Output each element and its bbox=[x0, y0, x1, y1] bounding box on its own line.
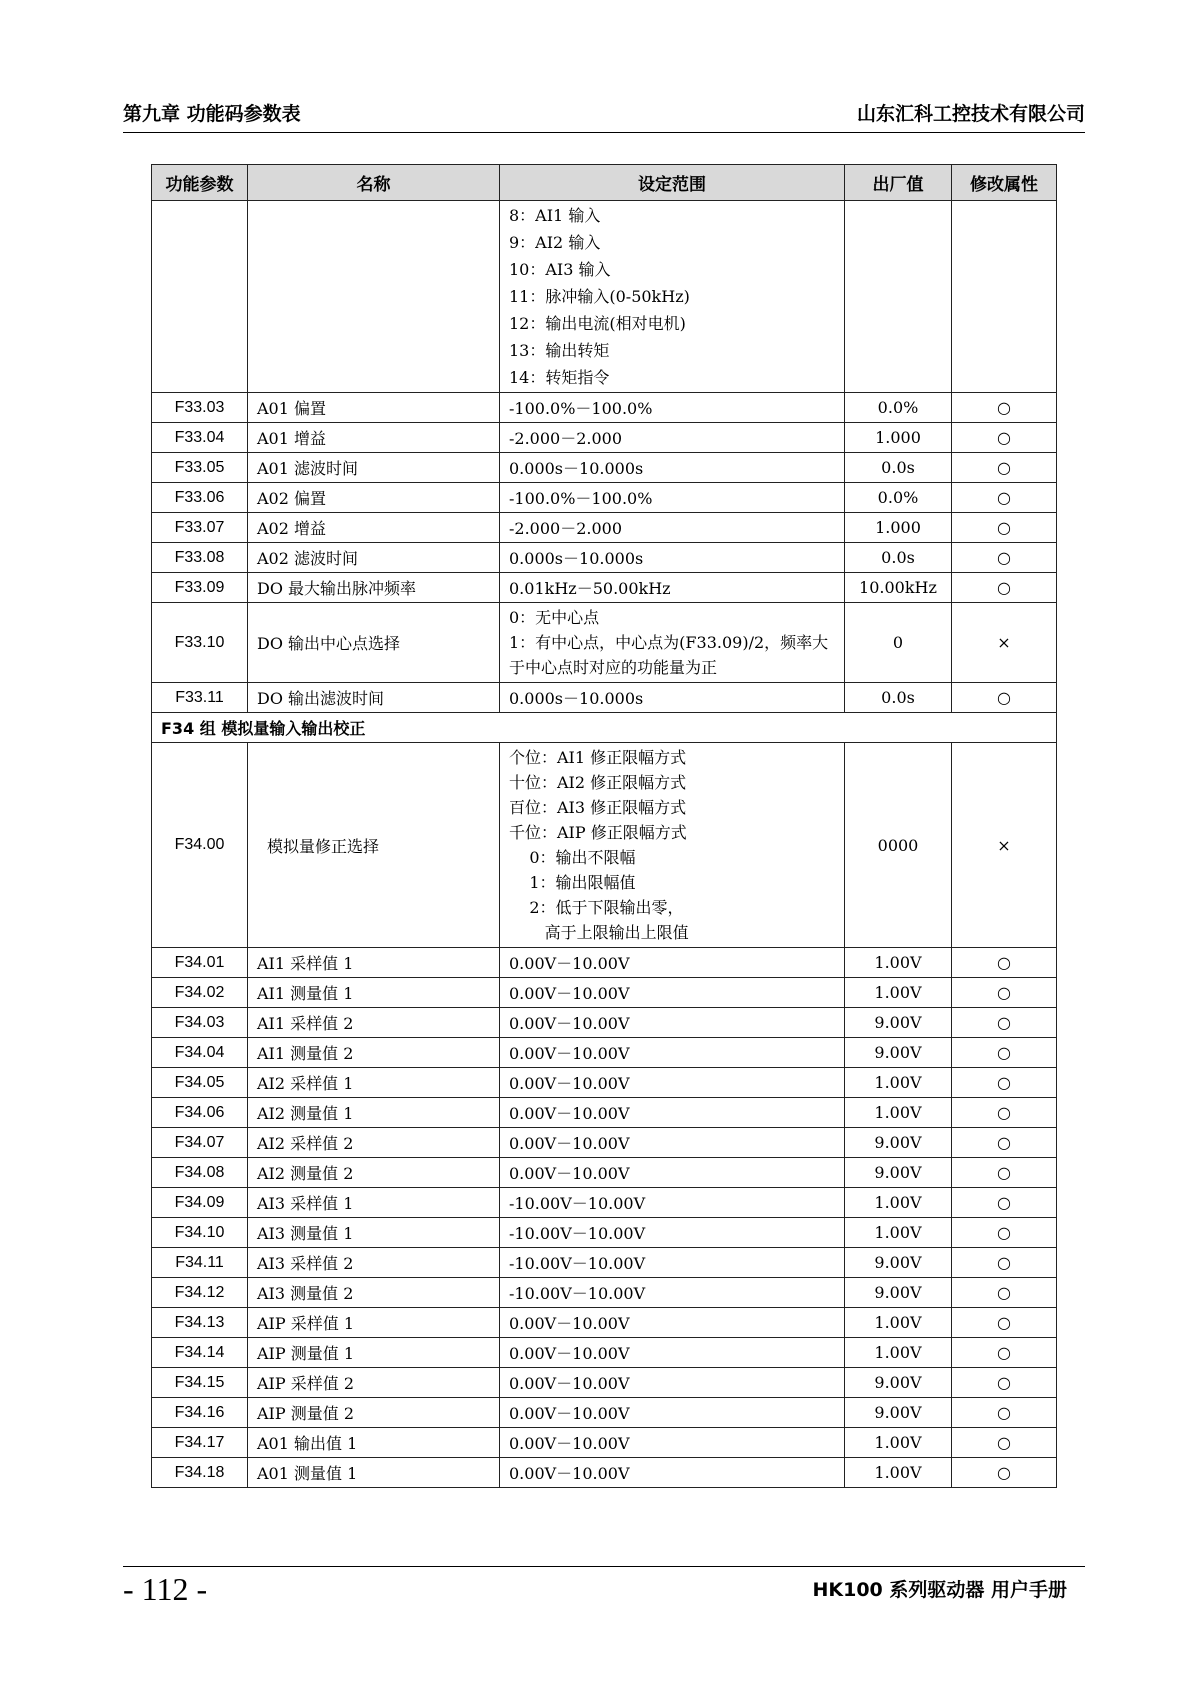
cell-default: 0.0s bbox=[845, 543, 952, 573]
cell-range: 0.00V－10.00V bbox=[500, 1428, 845, 1458]
cell-default: 9.00V bbox=[845, 1128, 952, 1158]
cell-attr: ○ bbox=[952, 573, 1057, 603]
cell-code: F34.06 bbox=[152, 1098, 248, 1128]
table-row bbox=[152, 1398, 1057, 1428]
range-line: 百位：AI3 修正限幅方式 bbox=[509, 798, 687, 817]
table-row bbox=[152, 1368, 1057, 1398]
cell-attr: ○ bbox=[952, 423, 1057, 453]
cell-attr: × bbox=[952, 603, 1057, 683]
cell-code: F33.11 bbox=[152, 683, 248, 713]
cell-code: F34.09 bbox=[152, 1188, 248, 1218]
cell-default: 1.00V bbox=[845, 1428, 952, 1458]
cell-name: A01 测量值 1 bbox=[248, 1458, 500, 1488]
cell-code: F34.15 bbox=[152, 1368, 248, 1398]
cell-name: A01 偏置 bbox=[248, 393, 500, 423]
cell-default bbox=[845, 201, 952, 393]
table-row bbox=[152, 1308, 1057, 1338]
cell-code: F33.03 bbox=[152, 393, 248, 423]
cell-range: 0.00V－10.00V bbox=[500, 1038, 845, 1068]
cell-code bbox=[152, 201, 248, 393]
table-row bbox=[152, 1068, 1057, 1098]
cell-attr: ○ bbox=[952, 1068, 1057, 1098]
cell-default: 1.00V bbox=[845, 1458, 952, 1488]
cell-name: 模拟量修正选择 bbox=[248, 743, 500, 948]
cell-name: A01 输出值 1 bbox=[248, 1428, 500, 1458]
cell-name: AI2 测量值 2 bbox=[248, 1158, 500, 1188]
cell-name: A02 增益 bbox=[248, 513, 500, 543]
range-line: 十位：AI2 修正限幅方式 bbox=[509, 773, 687, 792]
cell-range bbox=[500, 201, 845, 393]
range-line: 2：低于下限输出零， bbox=[509, 898, 684, 917]
cell-range: 0.00V－10.00V bbox=[500, 1368, 845, 1398]
table-row bbox=[152, 573, 1057, 603]
cell-attr: ○ bbox=[952, 948, 1057, 978]
table-row bbox=[152, 1098, 1057, 1128]
cell-name: DO 最大输出脉冲频率 bbox=[248, 573, 500, 603]
table-row bbox=[152, 1338, 1057, 1368]
cell-default: 0 bbox=[845, 603, 952, 683]
cell-default: 9.00V bbox=[845, 1038, 952, 1068]
cell-default: 9.00V bbox=[845, 1398, 952, 1428]
cell-code: F34.13 bbox=[152, 1308, 248, 1338]
cell-name: AIP 采样值 1 bbox=[248, 1308, 500, 1338]
cell-attr: ○ bbox=[952, 1398, 1057, 1428]
cell-default: 1.00V bbox=[845, 1098, 952, 1128]
table-row bbox=[152, 1128, 1057, 1158]
cell-name: AI3 采样值 1 bbox=[248, 1188, 500, 1218]
table-row bbox=[152, 1188, 1057, 1218]
table-row bbox=[152, 1038, 1057, 1068]
cell-default: 9.00V bbox=[845, 1278, 952, 1308]
cell-default: 0.0s bbox=[845, 683, 952, 713]
cell-name: A01 增益 bbox=[248, 423, 500, 453]
col-header-attr: 修改属性 bbox=[952, 165, 1057, 201]
table-row bbox=[152, 1158, 1057, 1188]
cell-range: 0.00V－10.00V bbox=[500, 1158, 845, 1188]
cell-range: 0.00V－10.00V bbox=[500, 1308, 845, 1338]
cell-attr: ○ bbox=[952, 1098, 1057, 1128]
cell-attr: ○ bbox=[952, 1158, 1057, 1188]
cell-name: AI3 测量值 2 bbox=[248, 1278, 500, 1308]
cell-attr: ○ bbox=[952, 483, 1057, 513]
range-line: 0：输出不限幅 bbox=[509, 848, 636, 867]
cell-range: -10.00V－10.00V bbox=[500, 1248, 845, 1278]
cell-code: F33.05 bbox=[152, 453, 248, 483]
cell-attr: ○ bbox=[952, 1038, 1057, 1068]
cell-code: F34.12 bbox=[152, 1278, 248, 1308]
range-line: 10：AI3 输入 bbox=[509, 260, 611, 279]
cell-code: F34.14 bbox=[152, 1338, 248, 1368]
cell-code: F33.08 bbox=[152, 543, 248, 573]
cell-code: F34.16 bbox=[152, 1398, 248, 1428]
cell-name: A02 偏置 bbox=[248, 483, 500, 513]
cell-default: 0000 bbox=[845, 743, 952, 948]
cell-code: F33.06 bbox=[152, 483, 248, 513]
cell-range: 0.000s－10.000s bbox=[500, 683, 845, 713]
col-header-range: 设定范围 bbox=[500, 165, 845, 201]
cell-default: 1.00V bbox=[845, 948, 952, 978]
cell-default: 1.00V bbox=[845, 978, 952, 1008]
cell-default: 10.00kHz bbox=[845, 573, 952, 603]
cell-range: 0.00V－10.00V bbox=[500, 1458, 845, 1488]
cell-default: 1.000 bbox=[845, 423, 952, 453]
cell-name: AI3 采样值 2 bbox=[248, 1248, 500, 1278]
range-line: 个位：AI1 修正限幅方式 bbox=[509, 748, 687, 767]
cell-code: F34.02 bbox=[152, 978, 248, 1008]
cell-name: AI1 采样值 1 bbox=[248, 948, 500, 978]
cell-name: DO 输出中心点选择 bbox=[248, 603, 500, 683]
cell-range: -10.00V－10.00V bbox=[500, 1188, 845, 1218]
table-row bbox=[152, 423, 1057, 453]
cell-default: 1.000 bbox=[845, 513, 952, 543]
table-row bbox=[152, 483, 1057, 513]
cell-name: A01 滤波时间 bbox=[248, 453, 500, 483]
cell-name: AI2 采样值 1 bbox=[248, 1068, 500, 1098]
cell-attr: ○ bbox=[952, 1248, 1057, 1278]
page-header bbox=[123, 96, 1085, 133]
cell-code: F34.10 bbox=[152, 1218, 248, 1248]
cell-default: 9.00V bbox=[845, 1248, 952, 1278]
range-line: 千位：AIP 修正限幅方式 bbox=[509, 823, 687, 842]
range-line: 12：输出电流(相对电机) bbox=[509, 314, 686, 333]
cell-code: F34.17 bbox=[152, 1428, 248, 1458]
cell-name: AI1 测量值 1 bbox=[248, 978, 500, 1008]
cell-default: 0.0% bbox=[845, 483, 952, 513]
cell-name: AIP 测量值 2 bbox=[248, 1398, 500, 1428]
page-footer bbox=[123, 1566, 1085, 1607]
group-row bbox=[152, 713, 1057, 743]
cell-attr: ○ bbox=[952, 1338, 1057, 1368]
group-title: F34 组 模拟量输入输出校正 bbox=[152, 713, 1057, 743]
table-row bbox=[152, 743, 1057, 948]
table-row bbox=[152, 1458, 1057, 1488]
cell-range: 0.00V－10.00V bbox=[500, 1398, 845, 1428]
cell-attr: ○ bbox=[952, 543, 1057, 573]
cell-range: -10.00V－10.00V bbox=[500, 1278, 845, 1308]
table-row bbox=[152, 603, 1057, 683]
cell-range bbox=[500, 743, 845, 948]
cell-code: F33.10 bbox=[152, 603, 248, 683]
cell-code: F34.05 bbox=[152, 1068, 248, 1098]
cell-attr: ○ bbox=[952, 1008, 1057, 1038]
cell-name: AIP 采样值 2 bbox=[248, 1368, 500, 1398]
table-row bbox=[152, 1428, 1057, 1458]
chapter-title: 第九章 功能码参数表 bbox=[123, 103, 301, 125]
table-row bbox=[152, 1278, 1057, 1308]
cell-range: 0.000s－10.000s bbox=[500, 453, 845, 483]
cell-default: 1.00V bbox=[845, 1338, 952, 1368]
cell-attr: ○ bbox=[952, 1278, 1057, 1308]
cell-default: 9.00V bbox=[845, 1158, 952, 1188]
table-row bbox=[152, 1218, 1057, 1248]
cell-name: AI2 测量值 1 bbox=[248, 1098, 500, 1128]
cell-range: 0.01kHz－50.00kHz bbox=[500, 573, 845, 603]
cell-attr: ○ bbox=[952, 1188, 1057, 1218]
manual-title: HK100 系列驱动器 用户手册 bbox=[812, 1579, 1067, 1601]
col-header-default: 出厂值 bbox=[845, 165, 952, 201]
table-row bbox=[152, 393, 1057, 423]
range-line: 14：转矩指令 bbox=[509, 368, 610, 387]
cell-attr bbox=[952, 201, 1057, 393]
range-line: 1：输出限幅值 bbox=[509, 873, 636, 892]
cell-code: F34.07 bbox=[152, 1128, 248, 1158]
cell-attr: ○ bbox=[952, 683, 1057, 713]
cell-code: F34.04 bbox=[152, 1038, 248, 1068]
cell-default: 9.00V bbox=[845, 1368, 952, 1398]
cell-name: AI2 采样值 2 bbox=[248, 1128, 500, 1158]
cell-attr: ○ bbox=[952, 1128, 1057, 1158]
cell-default: 9.00V bbox=[845, 1008, 952, 1038]
cell-name: DO 输出滤波时间 bbox=[248, 683, 500, 713]
table-row bbox=[152, 1008, 1057, 1038]
cell-attr: ○ bbox=[952, 1428, 1057, 1458]
range-line: 8：AI1 输入 bbox=[509, 206, 601, 225]
cell-default: 1.00V bbox=[845, 1218, 952, 1248]
range-line: 0：无中心点 bbox=[509, 608, 600, 627]
table-row bbox=[152, 978, 1057, 1008]
range-line: 高于上限输出上限值 bbox=[509, 923, 689, 942]
cell-code: F34.08 bbox=[152, 1158, 248, 1188]
cell-range bbox=[500, 603, 845, 683]
cell-attr: ○ bbox=[952, 513, 1057, 543]
cell-range: -100.0%－100.0% bbox=[500, 483, 845, 513]
range-line: 11：脉冲输入(0-50kHz) bbox=[509, 287, 690, 306]
cell-attr: ○ bbox=[952, 393, 1057, 423]
cell-default: 1.00V bbox=[845, 1308, 952, 1338]
cell-name bbox=[248, 201, 500, 393]
cell-default: 0.0s bbox=[845, 453, 952, 483]
cell-attr: ○ bbox=[952, 1218, 1057, 1248]
col-header-name: 名称 bbox=[248, 165, 500, 201]
cell-code: F34.11 bbox=[152, 1248, 248, 1278]
range-line: 1：有中心点，中心点为(F33.09)/2，频率大于中心点时对应的功能量为正 bbox=[509, 633, 829, 677]
cell-code: F34.01 bbox=[152, 948, 248, 978]
cell-attr: ○ bbox=[952, 1458, 1057, 1488]
table-row bbox=[152, 683, 1057, 713]
cell-code: F33.07 bbox=[152, 513, 248, 543]
table-header-row bbox=[152, 165, 1057, 201]
cell-code: F34.00 bbox=[152, 743, 248, 948]
cell-default: 1.00V bbox=[845, 1188, 952, 1218]
table-row bbox=[152, 948, 1057, 978]
cell-range: 0.00V－10.00V bbox=[500, 1128, 845, 1158]
range-line: 9：AI2 输入 bbox=[509, 233, 601, 252]
cell-range: -100.0%－100.0% bbox=[500, 393, 845, 423]
cell-range: -2.000－2.000 bbox=[500, 513, 845, 543]
cell-range: 0.00V－10.00V bbox=[500, 978, 845, 1008]
cell-range: 0.00V－10.00V bbox=[500, 1068, 845, 1098]
cell-name: AIP 测量值 1 bbox=[248, 1338, 500, 1368]
company-name: 山东汇科工控技术有限公司 bbox=[856, 103, 1085, 125]
cell-range: 0.00V－10.00V bbox=[500, 1098, 845, 1128]
cell-range: 0.00V－10.00V bbox=[500, 1008, 845, 1038]
cell-code: F33.04 bbox=[152, 423, 248, 453]
cell-code: F34.18 bbox=[152, 1458, 248, 1488]
cell-default: 0.0% bbox=[845, 393, 952, 423]
cell-range: 0.00V－10.00V bbox=[500, 1338, 845, 1368]
cell-code: F33.09 bbox=[152, 573, 248, 603]
cell-attr: ○ bbox=[952, 453, 1057, 483]
cell-name: AI1 测量值 2 bbox=[248, 1038, 500, 1068]
cell-attr: × bbox=[952, 743, 1057, 948]
col-header-code: 功能参数 bbox=[152, 165, 248, 201]
cell-name: AI3 测量值 1 bbox=[248, 1218, 500, 1248]
table-row bbox=[152, 513, 1057, 543]
cell-name: A02 滤波时间 bbox=[248, 543, 500, 573]
cell-range: 0.000s－10.000s bbox=[500, 543, 845, 573]
continuation-row bbox=[152, 201, 1057, 393]
range-line: 13：输出转矩 bbox=[509, 341, 610, 360]
cell-range: 0.00V－10.00V bbox=[500, 948, 845, 978]
cell-attr: ○ bbox=[952, 1308, 1057, 1338]
cell-attr: ○ bbox=[952, 978, 1057, 1008]
cell-code: F34.03 bbox=[152, 1008, 248, 1038]
page-number: - 112 - bbox=[123, 1571, 208, 1607]
cell-default: 1.00V bbox=[845, 1068, 952, 1098]
table-row bbox=[152, 543, 1057, 573]
parameter-table bbox=[151, 164, 1057, 1488]
cell-range: -2.000－2.000 bbox=[500, 423, 845, 453]
cell-name: AI1 采样值 2 bbox=[248, 1008, 500, 1038]
cell-attr: ○ bbox=[952, 1368, 1057, 1398]
table-row bbox=[152, 453, 1057, 483]
table-row bbox=[152, 1248, 1057, 1278]
cell-range: -10.00V－10.00V bbox=[500, 1218, 845, 1248]
